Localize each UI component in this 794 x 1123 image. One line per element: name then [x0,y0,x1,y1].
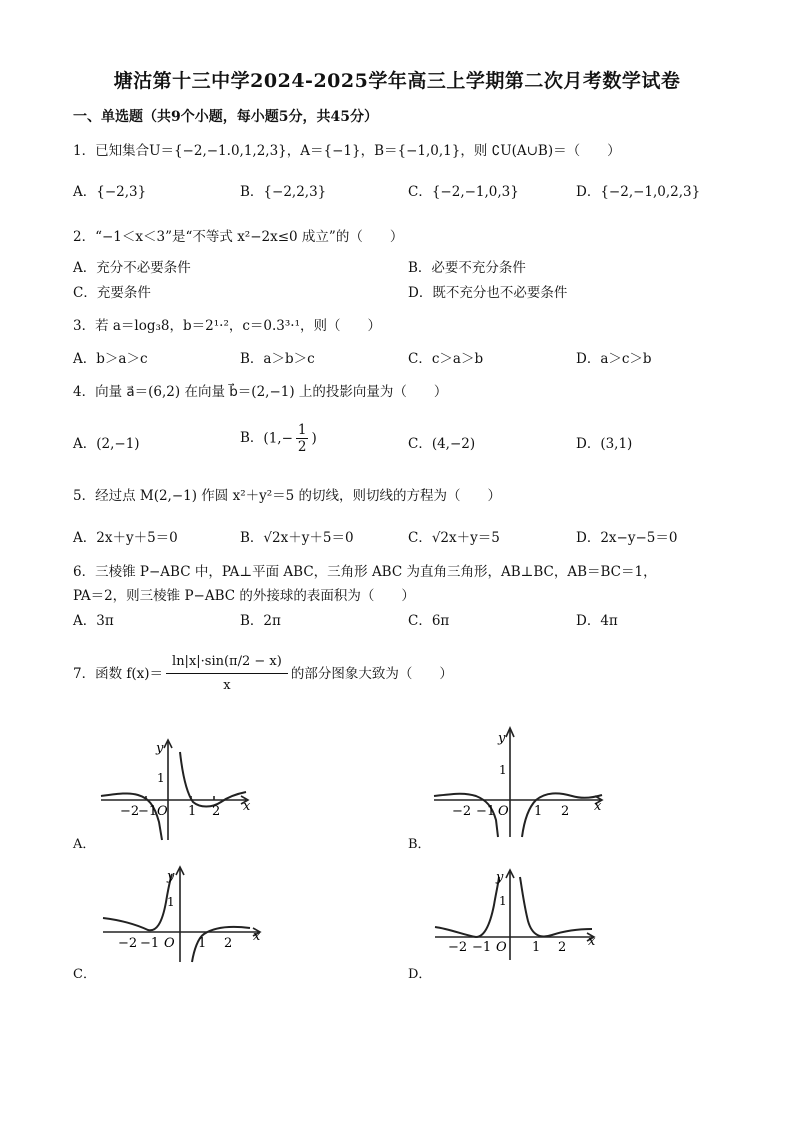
question-1-option-b[interactable]: B．{−2,2,3} [240,184,327,200]
svg-text:y: y [498,731,506,746]
question-4-option-b-fraction [296,422,309,455]
svg-text:1: 1 [499,894,507,908]
graph-a[interactable] [96,730,261,845]
svg-text:1: 1 [167,895,175,909]
svg-text:x: x [243,799,251,814]
question-4-option-b-prefix: (1,− [263,430,293,447]
svg-text:−2: −2 [452,804,472,819]
fraction-denominator: 2 [297,439,307,455]
question-6-option-a[interactable]: A．3π [73,613,114,629]
question-5-option-c[interactable]: C．√2x＋y＝5 [408,530,500,546]
question-6-stem-line-2: PA＝2，则三棱锥 P−ABC 的外接球的表面积为（ ） [73,588,415,604]
svg-text:−2: −2 [118,936,138,951]
svg-text:y: y [167,869,175,884]
svg-text:1: 1 [532,940,541,955]
svg-text:x: x [588,934,596,949]
fraction-numerator: ln|x|·sin(π/2 − x) [166,650,288,674]
question-3-option-a[interactable]: A．b＞a＞c [73,351,148,367]
svg-text:1: 1 [198,936,207,951]
question-7-prefix: 7．函数 f(x)＝ [73,665,164,682]
question-7-stem [73,650,453,693]
graph-a-label: A． [73,837,96,852]
question-6-option-c[interactable]: C．6π [408,613,450,629]
question-6-option-b[interactable]: B．2π [240,613,281,629]
svg-text:y: y [156,741,164,756]
question-1-option-d[interactable]: D．{−2,−1,0,2,3} [576,184,701,200]
question-2-option-b[interactable]: B．必要不充分条件 [408,260,526,276]
svg-text:2: 2 [561,804,570,819]
question-2-option-c[interactable]: C．充要条件 [73,285,151,301]
svg-text:−1: −1 [472,940,492,955]
graph-d[interactable] [432,865,602,965]
question-4-option-b-suffix: ) [311,430,317,447]
question-7-fraction [166,650,288,693]
svg-text:1: 1 [534,804,543,819]
question-3-option-b[interactable]: B．a＞b＞c [240,351,315,367]
svg-text:−1: −1 [138,804,158,819]
graph-b-label: B． [408,837,431,852]
svg-text:−2: −2 [120,804,140,819]
question-2-option-a[interactable]: A．充分不必要条件 [73,260,191,276]
question-3-stem: 3．若 a＝log₃8，b＝2¹·²，c＝0.3³·¹，则（ ） [73,318,382,334]
svg-text:y: y [496,870,504,885]
question-3-option-c[interactable]: C．c＞a＞b [408,351,484,367]
svg-text:1: 1 [188,804,197,819]
svg-text:O: O [164,936,175,951]
svg-text:1: 1 [157,771,165,785]
question-1-stem: 1．已知集合U＝{−2,−1.0,1,2,3}，A＝{−1}，B＝{−1,0,1}，则 ∁U(A∪B)＝（ ） [73,143,621,159]
svg-text:2: 2 [558,940,567,955]
fraction-denominator: x [223,678,231,693]
section-heading: 一、单选题（共9个小题，每小题5分，共45分） [73,109,378,125]
svg-text:O: O [498,804,509,819]
question-5-stem: 5．经过点 M(2,−1) 作圆 x²＋y²＝5 的切线，则切线的方程为（ ） [73,488,502,504]
graph-c[interactable] [100,862,265,967]
question-2-stem: 2．“−1＜x＜3”是“不等式 x²−2x≤0 成立”的（ ） [73,229,404,245]
question-4-option-b-label: B． [240,430,264,446]
graph-c-label: C． [73,967,96,982]
exam-title: 塘沽第十三中学2024-2025学年高三上学期第二次月考数学试卷 [113,70,681,92]
question-4-option-c[interactable]: C．(4,−2) [408,436,476,452]
question-6-option-d[interactable]: D．4π [576,613,618,629]
question-4-option-a[interactable]: A．(2,−1) [73,436,140,452]
question-4-option-b[interactable] [240,422,317,455]
curve-right [180,752,246,807]
fraction-numerator: 1 [297,422,307,438]
svg-text:x: x [253,929,261,944]
graph-d-label: D． [408,967,432,982]
question-2-option-d[interactable]: D．既不充分也不必要条件 [408,285,568,301]
question-1-option-c[interactable]: C．{−2,−1,0,3} [408,184,519,200]
graph-b[interactable] [432,722,607,842]
svg-text:−1: −1 [476,804,496,819]
question-6-stem-line-1: 6．三棱锥 P−ABC 中，PA⊥平面 ABC，三角形 ABC 为直角三角形，AB⊥BC，AB＝BC＝1， [73,564,657,580]
svg-text:−1: −1 [140,936,160,951]
question-1-option-a[interactable]: A．{−2,3} [73,184,147,200]
question-7-suffix: 的部分图象大致为（ ） [290,665,453,682]
svg-text:2: 2 [212,804,221,819]
question-4-stem: 4．向量 a⃗＝(6,2) 在向量 b⃗＝(2,−1) 上的投影向量为（ ） [73,384,448,400]
question-5-option-a[interactable]: A．2x＋y＋5＝0 [73,530,178,546]
question-5-option-d[interactable]: D．2x−y−5＝0 [576,530,678,546]
svg-text:O: O [496,940,507,955]
question-3-option-d[interactable]: D．a＞c＞b [576,351,652,367]
question-5-option-b[interactable]: B．√2x＋y＋5＝0 [240,530,354,546]
question-4-option-d[interactable]: D．(3,1) [576,436,633,452]
svg-text:x: x [594,799,602,814]
svg-text:O: O [157,804,168,819]
svg-text:−2: −2 [448,940,468,955]
svg-text:2: 2 [224,936,233,951]
svg-text:1: 1 [499,763,507,777]
